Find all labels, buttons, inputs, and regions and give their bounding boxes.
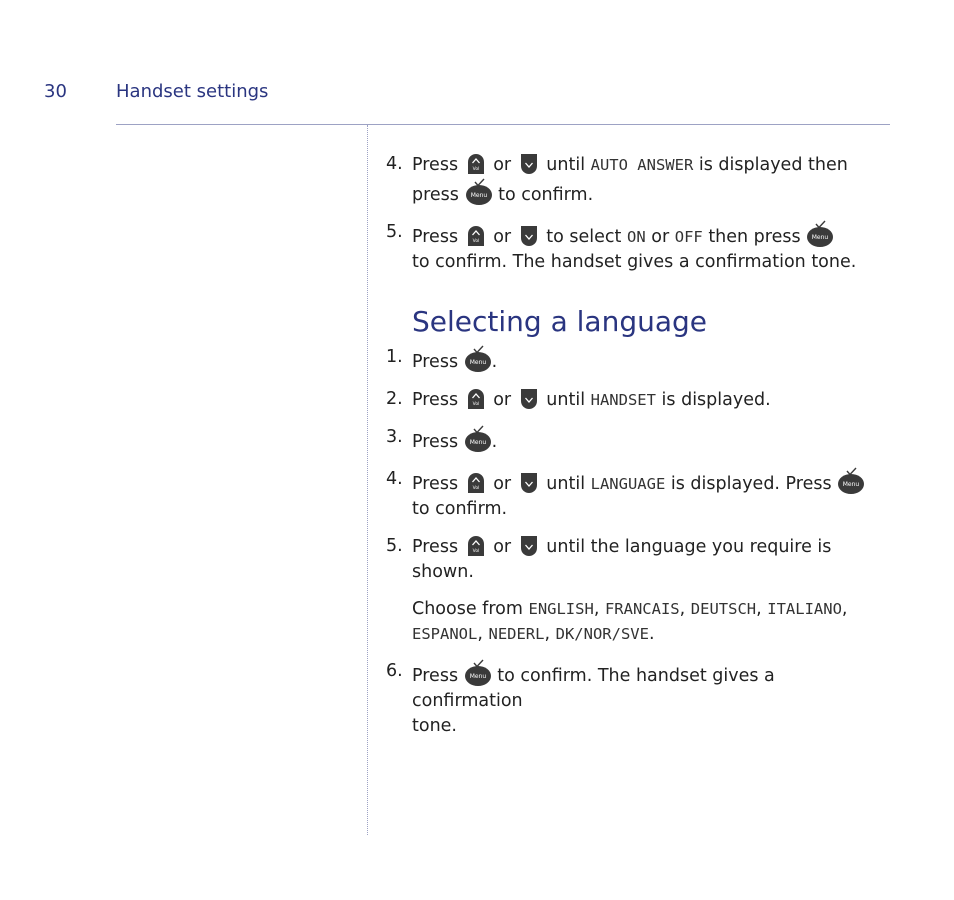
language-options	[412, 597, 886, 647]
separator: ,	[756, 599, 762, 619]
word-press: Press	[412, 352, 459, 372]
word-press: Press	[412, 474, 459, 494]
separator: .	[648, 624, 655, 644]
lcd-language: LANGUAGE	[590, 475, 666, 493]
word-press: Press	[412, 390, 459, 410]
step-text	[412, 387, 886, 413]
svg-text:Vol: Vol	[472, 167, 480, 172]
separator: ,	[544, 624, 551, 644]
lcd-language-option: ITALIANO	[767, 600, 842, 618]
word-or: or	[493, 474, 512, 494]
section-heading: Selecting a language	[412, 305, 707, 338]
down-key-icon	[517, 152, 541, 176]
lang-step-2	[386, 387, 886, 413]
step-text-end: to confirm.	[498, 185, 594, 205]
lcd-language-option: NEDERL	[488, 625, 545, 643]
step-text-tail: is displayed. Press	[670, 474, 832, 494]
down-key-icon	[517, 224, 541, 248]
svg-text:Menu: Menu	[811, 234, 829, 241]
lcd-language-option: DK/NOR/SVE	[555, 625, 649, 643]
step-text-end: .	[491, 352, 498, 372]
svg-text:Vol: Vol	[472, 486, 480, 491]
word-or: or	[493, 390, 512, 410]
separator: ,	[477, 624, 483, 644]
lang-step-4	[386, 467, 886, 522]
svg-text:Menu: Menu	[470, 192, 487, 199]
lang-step-6	[386, 659, 886, 739]
word-press: Press	[412, 227, 459, 247]
svg-text:Vol: Vol	[472, 239, 480, 244]
column-divider	[367, 125, 368, 835]
word-press: Press	[412, 537, 459, 557]
choose-intro: Choose from	[412, 599, 523, 619]
separator: ,	[841, 599, 848, 619]
step-text-tail: is displayed then	[698, 155, 848, 175]
word-press: Press	[412, 155, 459, 175]
word-to-select: to select	[546, 227, 622, 247]
word-or: or	[493, 155, 512, 175]
vol-up-key-icon	[464, 534, 488, 558]
svg-text:Menu: Menu	[842, 481, 860, 488]
step-4-auto-answer	[386, 152, 886, 208]
word-press: press	[412, 185, 459, 205]
step-text	[412, 467, 886, 522]
step-text	[412, 345, 886, 375]
word-press: Press	[412, 432, 459, 452]
step-text-end: .	[491, 432, 498, 452]
word-until: until	[546, 474, 586, 494]
menu-key-icon	[464, 659, 492, 687]
lang-step-1	[386, 345, 886, 375]
step-text-tail: until the language you require is shown.	[412, 537, 832, 582]
step-number: 1.	[386, 347, 403, 367]
word-until: until	[546, 155, 586, 175]
menu-key-icon	[464, 425, 492, 453]
header-rule	[116, 124, 890, 125]
svg-text:Vol: Vol	[472, 549, 480, 554]
svg-text:Vol: Vol	[472, 402, 480, 407]
step-number: 4.	[386, 154, 403, 174]
step-text	[412, 534, 886, 585]
word-until: until	[546, 390, 586, 410]
lcd-language-option: DEUTSCH	[690, 600, 757, 618]
separator: ,	[593, 599, 600, 619]
lcd-language-option: ESPANOL	[412, 625, 478, 643]
menu-key-icon	[837, 467, 865, 495]
step-number: 3.	[386, 427, 403, 447]
step-number: 4.	[386, 469, 403, 489]
step-number: 2.	[386, 389, 403, 409]
lcd-language-option: ENGLISH	[528, 600, 594, 618]
main-content	[386, 152, 886, 751]
step-text-tail: to confirm. The handset gives a confirmation	[412, 666, 775, 711]
step-text-end: to confirm. The handset gives a confirmation tone.	[412, 252, 857, 272]
vol-up-key-icon	[464, 471, 488, 495]
lang-step-5	[386, 534, 886, 585]
step-text-end: tone.	[412, 716, 457, 736]
word-or: or	[651, 227, 670, 247]
menu-key-icon	[806, 220, 834, 248]
section-title: Handset settings	[116, 81, 269, 102]
vol-up-key-icon	[464, 224, 488, 248]
vol-up-key-icon	[464, 387, 488, 411]
menu-key-icon	[464, 345, 492, 373]
word-or: or	[493, 227, 512, 247]
word-then-press: then press	[708, 227, 801, 247]
lcd-language-option: FRANCAIS	[604, 600, 680, 618]
step-text-tail: is displayed.	[661, 390, 771, 410]
step-number: 6.	[386, 661, 403, 681]
page-header	[0, 80, 954, 110]
svg-text:Menu: Menu	[469, 673, 486, 680]
lcd-auto-answer: AUTO ANSWER	[590, 156, 694, 174]
step-text	[412, 425, 886, 455]
step-text	[412, 220, 886, 275]
vol-up-key-icon	[464, 152, 488, 176]
lcd-handset: HANDSET	[590, 391, 656, 409]
down-key-icon	[517, 387, 541, 411]
lcd-on: ON	[627, 228, 646, 246]
page-number: 30	[44, 81, 67, 102]
step-number: 5.	[386, 222, 403, 242]
step-number: 5.	[386, 536, 403, 556]
step-text	[412, 659, 886, 739]
step-text-end: to confirm.	[412, 499, 508, 519]
down-key-icon	[517, 471, 541, 495]
step-5-on-off	[386, 220, 886, 275]
separator: ,	[679, 599, 686, 619]
down-key-icon	[517, 534, 541, 558]
lang-step-3	[386, 425, 886, 455]
word-press: Press	[412, 666, 459, 686]
svg-text:Menu: Menu	[469, 439, 486, 446]
menu-key-icon	[465, 178, 493, 206]
word-or: or	[493, 537, 512, 557]
lcd-off: OFF	[674, 228, 703, 246]
step-text	[412, 152, 886, 208]
svg-text:Menu: Menu	[469, 359, 486, 366]
